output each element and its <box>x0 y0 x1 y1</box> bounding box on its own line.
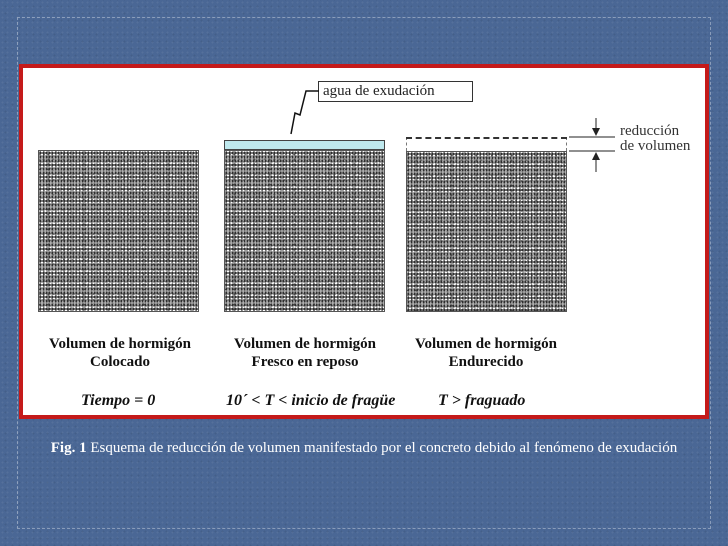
figure-frame <box>19 64 709 419</box>
stage-3-time: T > fraguado <box>438 392 526 409</box>
stage-2-time: 10´ < T < inicio de fragüe <box>226 392 396 409</box>
stage-3-title-line1: Volumen de hormigón <box>415 336 557 352</box>
stage-2-title-line1: Volumen de hormigón <box>234 336 376 352</box>
volume-reduction-label <box>620 124 690 154</box>
volume-reduction-label-line2: de volumen <box>620 138 691 154</box>
bleed-water-callout: agua de exudación <box>318 81 473 102</box>
callout-leader-line <box>291 91 319 134</box>
stage-1-title-line1: Volumen de hormigón <box>49 336 191 352</box>
stage-3-title-line2: Endurecido <box>448 354 524 370</box>
dimension-arrow-top-head <box>592 128 600 136</box>
figure-caption-prefix: Fig. 1 <box>50 440 87 456</box>
dimension-arrow-bottom-head <box>592 152 600 160</box>
stage-2-title-line2: Fresco en reposo <box>251 354 359 370</box>
stage-1-title-line2: Colocado <box>90 354 150 370</box>
stage-1-time: Tiempo = 0 <box>81 392 156 409</box>
volume-reduction-label-line1: reducción <box>620 123 680 139</box>
figure-caption <box>36 438 692 459</box>
figure-caption-text: Esquema de reducción de volumen manifestado por el concreto debido al fenómeno de exudación <box>90 440 678 456</box>
diagram-canvas <box>23 68 705 415</box>
